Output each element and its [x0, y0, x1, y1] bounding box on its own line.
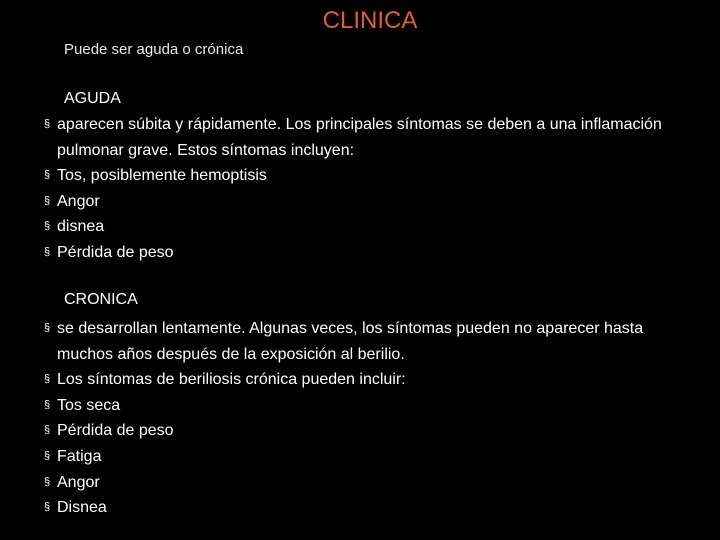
list-item [44, 163, 684, 189]
list-item-text: Disnea [57, 499, 107, 517]
bullet-icon: § [44, 501, 51, 514]
list-item [44, 470, 684, 496]
list-item [44, 214, 684, 240]
bullet-icon: § [44, 245, 51, 258]
list-item-text: Pérdida de peso [57, 422, 174, 440]
list-item [44, 393, 684, 419]
bullet-icon: § [44, 118, 51, 130]
slide-title: CLINICA [322, 7, 418, 34]
list-item [44, 316, 684, 367]
list-item-text: aparecen súbita y rápidamente. Los principales síntomas se deben a una inflamación pulmonar grave. Estos síntomas incluyen: [57, 116, 662, 159]
section-heading-aguda: AGUDA [64, 90, 121, 107]
list-item-text: Tos seca [57, 396, 121, 414]
list-item-text: Angor [57, 192, 100, 210]
list-item-text: Angor [57, 473, 100, 491]
list-item-text: Fatiga [57, 447, 102, 465]
slide-subtitle: Puede ser aguda o crónica [64, 41, 244, 58]
list-item [44, 240, 684, 266]
list-item-text: Pérdida de peso [57, 243, 174, 261]
bullet-icon: § [44, 194, 51, 207]
section-heading-cronica: CRONICA [64, 291, 138, 308]
list-item [44, 367, 684, 393]
aguda-list [44, 112, 684, 266]
list-item-text: Tos, posiblemente hemoptisis [57, 167, 267, 185]
bullet-icon: § [44, 220, 51, 233]
list-item [44, 112, 684, 163]
list-item-text: se desarrollan lentamente. Algunas veces, los síntomas pueden no aparecer hasta muchos años después de la exposición al berilio. [57, 320, 644, 363]
list-item [44, 418, 684, 444]
list-item [44, 495, 684, 521]
bullet-icon: § [44, 398, 51, 411]
bullet-icon: § [44, 475, 51, 488]
cronica-list [44, 316, 684, 521]
bullet-icon: § [44, 322, 51, 334]
list-item-text: disnea [57, 218, 105, 236]
list-item-text: Los síntomas de beriliosis crónica pueden incluir: [57, 371, 406, 389]
list-item [44, 444, 684, 470]
bullet-icon: § [44, 373, 51, 386]
list-item [44, 189, 684, 215]
bullet-icon: § [44, 424, 51, 437]
bullet-icon: § [44, 449, 51, 462]
bullet-icon: § [44, 169, 51, 182]
